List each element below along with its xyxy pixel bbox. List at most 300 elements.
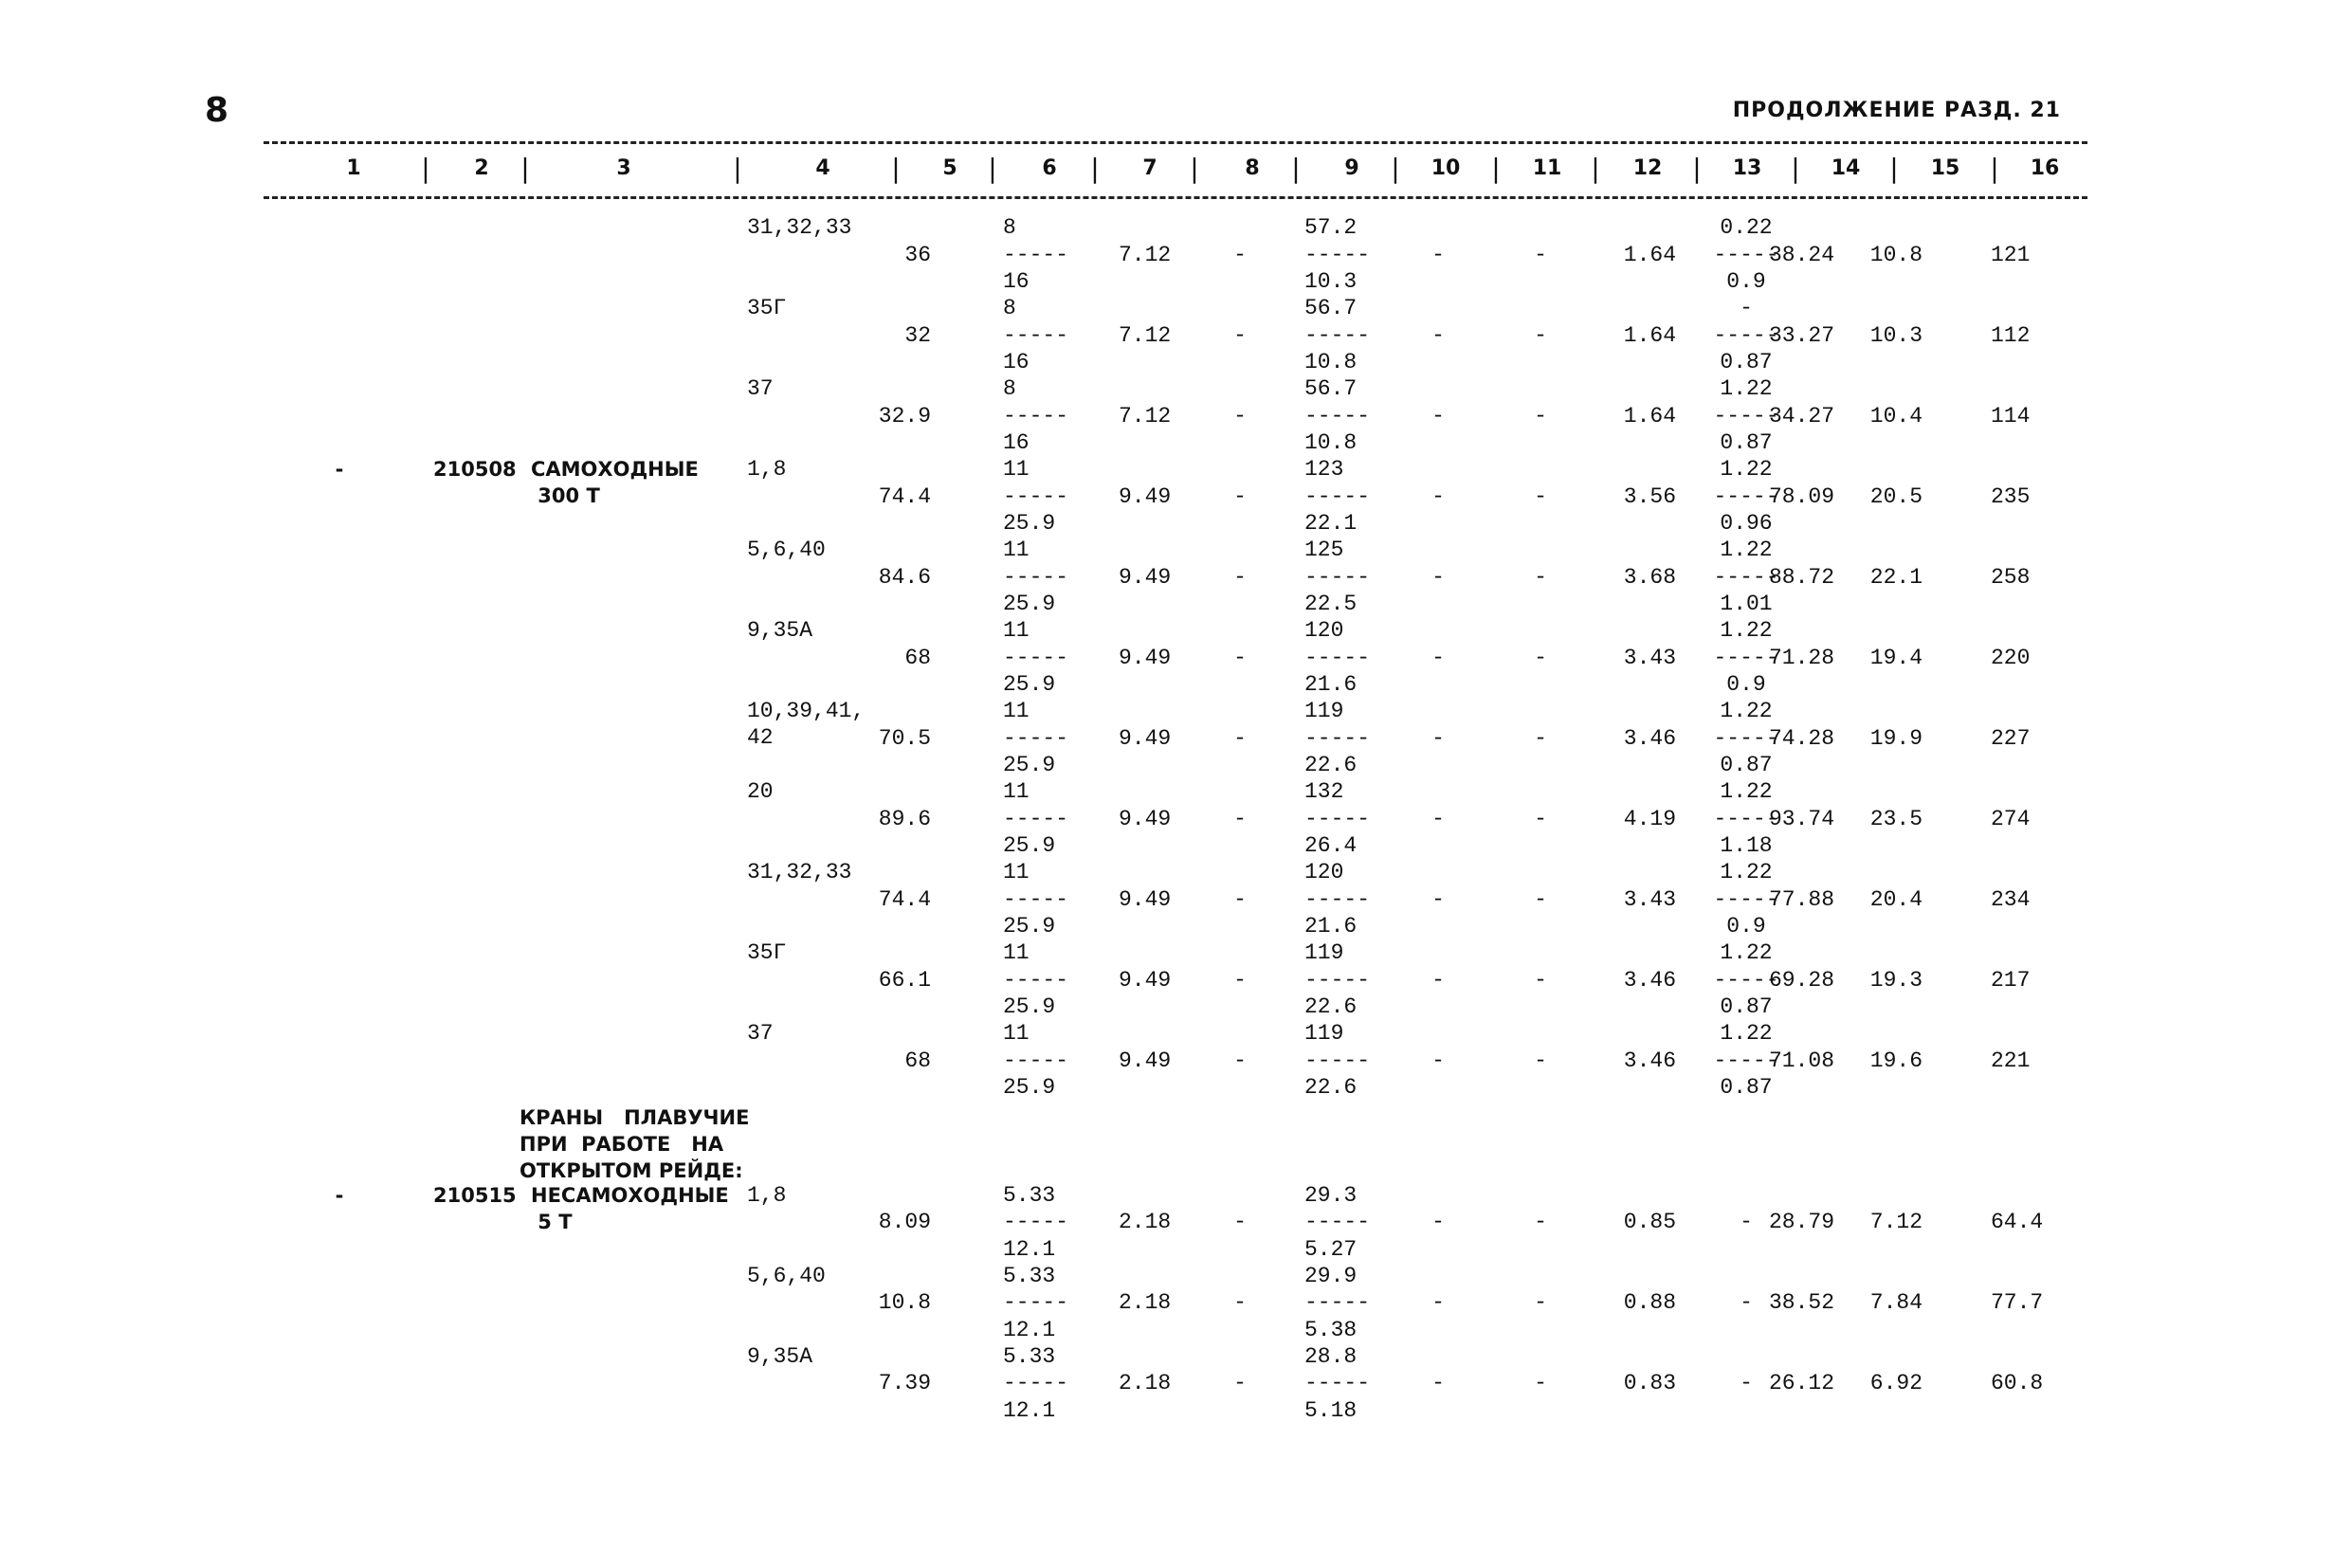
row-col14: 38.52 bbox=[1768, 1290, 1834, 1315]
row-col10: - bbox=[1431, 806, 1445, 831]
column-number-13: 13 bbox=[1732, 156, 1762, 180]
row-col15: 19.4 bbox=[1869, 645, 1923, 670]
row-col14: 77.88 bbox=[1768, 886, 1834, 912]
row-col4: 31,32,33 bbox=[747, 215, 852, 240]
row-col13-bottom: 0.87 bbox=[1720, 430, 1773, 455]
fraction-bar: ----- bbox=[1003, 1290, 1069, 1315]
column-number-7: 7 bbox=[1142, 156, 1157, 180]
row-col14: 33.27 bbox=[1768, 322, 1834, 348]
fraction-bar: ----- bbox=[1003, 483, 1069, 509]
column-separator: | bbox=[1591, 153, 1600, 184]
row-col9-bottom: 21.6 bbox=[1304, 914, 1358, 939]
row-col15: 10.3 bbox=[1869, 322, 1923, 348]
row-col15: 10.4 bbox=[1869, 403, 1923, 428]
row-col12: 3.46 bbox=[1623, 725, 1676, 751]
row-col16: 221 bbox=[1991, 1048, 2031, 1073]
row-col13-bottom: 1.18 bbox=[1720, 833, 1773, 858]
column-number-2: 2 bbox=[474, 156, 489, 180]
row-col9-bottom: 21.6 bbox=[1304, 672, 1358, 697]
row-col8: - bbox=[1233, 967, 1247, 993]
column-separator: | bbox=[1791, 153, 1800, 184]
row-col9-bottom: 10.3 bbox=[1304, 269, 1358, 294]
row-col8: - bbox=[1233, 806, 1247, 831]
row-col11: - bbox=[1534, 1290, 1547, 1315]
row-col6-bottom: 16 bbox=[1003, 430, 1030, 455]
row-col9-bottom: 5.18 bbox=[1304, 1397, 1358, 1423]
row-col7: 9.49 bbox=[1119, 725, 1172, 751]
row-col6-bottom: 25.9 bbox=[1003, 592, 1056, 616]
row-col12: 0.83 bbox=[1623, 1371, 1676, 1395]
column-number-11: 11 bbox=[1532, 156, 1562, 180]
fraction-bar: ----- bbox=[1713, 725, 1779, 751]
row-col6-bottom: 25.9 bbox=[1003, 672, 1056, 697]
row-col7: 9.49 bbox=[1119, 645, 1172, 670]
row-col13-top: 1.22 bbox=[1720, 940, 1773, 965]
row-col6-top: 8 bbox=[1003, 215, 1016, 240]
row-col9-top: 119 bbox=[1304, 1021, 1344, 1046]
row-col6-bottom: 16 bbox=[1003, 269, 1030, 294]
row-col5: 84.6 bbox=[878, 564, 931, 590]
column-number-16: 16 bbox=[2030, 156, 2060, 180]
row-col9-top: 119 bbox=[1304, 940, 1344, 965]
row-col16: 235 bbox=[1991, 483, 2031, 509]
fraction-bar: ----- bbox=[1003, 1371, 1069, 1395]
row-col4: 5,6,40 bbox=[747, 538, 826, 562]
row-col12: 0.88 bbox=[1623, 1290, 1676, 1315]
row-col13-bottom: 0.87 bbox=[1720, 1075, 1773, 1100]
row-col9-top: 56.7 bbox=[1304, 376, 1358, 401]
row-col4: 9,35A bbox=[747, 618, 813, 643]
row-col14: 93.74 bbox=[1768, 806, 1834, 831]
row-col8: - bbox=[1233, 1210, 1247, 1234]
group-name: НЕСАМОХОДНЫЕ 5 Т bbox=[531, 1183, 729, 1233]
row-col7: 9.49 bbox=[1119, 1048, 1172, 1073]
row-col11: - bbox=[1534, 645, 1547, 670]
fraction-bar: ----- bbox=[1003, 564, 1069, 590]
row-col4: 35Г bbox=[747, 940, 787, 965]
row-col8: - bbox=[1233, 725, 1247, 751]
row-col14: 26.12 bbox=[1768, 1371, 1834, 1395]
row-col6-top: 8 bbox=[1003, 296, 1016, 320]
row-col6-top: 5.33 bbox=[1003, 1263, 1056, 1288]
row-col4: 20 bbox=[747, 779, 774, 804]
row-col9-bottom: 22.6 bbox=[1304, 994, 1358, 1019]
fraction-bar: ----- bbox=[1304, 725, 1371, 751]
column-separator: | bbox=[988, 153, 997, 184]
fraction-bar: ----- bbox=[1304, 242, 1371, 267]
row-col11: - bbox=[1534, 1371, 1547, 1395]
row-col4: 1,8 bbox=[747, 457, 787, 482]
row-col15: 20.5 bbox=[1869, 483, 1923, 509]
column-number-14: 14 bbox=[1831, 156, 1861, 180]
row-col7: 7.12 bbox=[1119, 322, 1172, 348]
row-col4: 1,8 bbox=[747, 1182, 787, 1208]
column-separator: | bbox=[1889, 153, 1899, 184]
row-col10: - bbox=[1431, 645, 1445, 670]
row-col14: 69.28 bbox=[1768, 967, 1834, 993]
fraction-bar: ----- bbox=[1003, 886, 1069, 912]
group-name: САМОХОДНЫЕ 300 Т bbox=[531, 458, 699, 507]
row-col15: 6.92 bbox=[1869, 1371, 1923, 1395]
row-col8: - bbox=[1233, 322, 1247, 348]
row-col10: - bbox=[1431, 886, 1445, 912]
row-col12: 4.19 bbox=[1623, 806, 1676, 831]
fraction-bar: ----- bbox=[1713, 886, 1779, 912]
row-col14: 38.24 bbox=[1768, 242, 1834, 267]
row-col13-bottom: 0.9 bbox=[1726, 914, 1766, 939]
column-separator: | bbox=[520, 153, 530, 184]
row-col13-top: 0.22 bbox=[1720, 215, 1773, 240]
row-col10: - bbox=[1431, 483, 1445, 509]
row-col6-bottom: 12.1 bbox=[1003, 1236, 1056, 1262]
fraction-bar: ----- bbox=[1003, 1048, 1069, 1073]
row-col7: 9.49 bbox=[1119, 806, 1172, 831]
row-col10: - bbox=[1431, 967, 1445, 993]
row-col10: - bbox=[1431, 1290, 1445, 1315]
row-col4: 37 bbox=[747, 1021, 774, 1046]
fraction-bar: ----- bbox=[1003, 645, 1069, 670]
row-col6-top: 11 bbox=[1003, 940, 1030, 965]
column-number-6: 6 bbox=[1042, 156, 1057, 180]
row-col13-bottom: 0.9 bbox=[1726, 269, 1766, 294]
row-col12: 3.43 bbox=[1623, 645, 1676, 670]
row-col5: 68 bbox=[904, 1048, 931, 1073]
row-col11: - bbox=[1534, 403, 1547, 428]
row-col4: 9,35A bbox=[747, 1343, 813, 1369]
row-col9-bottom: 22.5 bbox=[1304, 592, 1358, 616]
row-col7: 9.49 bbox=[1119, 564, 1172, 590]
row-col12: 0.85 bbox=[1623, 1210, 1676, 1234]
row-col12: 3.43 bbox=[1623, 886, 1676, 912]
row-col9-top: 28.8 bbox=[1304, 1343, 1358, 1369]
row-col9-bottom: 10.8 bbox=[1304, 430, 1358, 455]
fraction-bar: ----- bbox=[1713, 322, 1779, 348]
row-col6-top: 11 bbox=[1003, 779, 1030, 804]
row-col9-top: 125 bbox=[1304, 538, 1344, 562]
row-col11: - bbox=[1534, 564, 1547, 590]
row-col11: - bbox=[1534, 967, 1547, 993]
row-col6-top: 11 bbox=[1003, 860, 1030, 884]
row-col6-bottom: 25.9 bbox=[1003, 833, 1056, 858]
row-col9-bottom: 5.38 bbox=[1304, 1317, 1358, 1342]
row-col15: 7.84 bbox=[1869, 1290, 1923, 1315]
row-col11: - bbox=[1534, 1210, 1547, 1234]
row-col5: 70.5 bbox=[878, 725, 931, 751]
row-col13-top: 1.22 bbox=[1720, 618, 1773, 643]
fraction-bar: ----- bbox=[1003, 967, 1069, 993]
row-col5: 7.39 bbox=[878, 1371, 931, 1395]
row-col8: - bbox=[1233, 564, 1247, 590]
row-col11: - bbox=[1534, 322, 1547, 348]
row-col14: 74.28 bbox=[1768, 725, 1834, 751]
row-col14: 34.27 bbox=[1768, 403, 1834, 428]
column-separator: | bbox=[1291, 153, 1301, 184]
fraction-bar: ----- bbox=[1003, 322, 1069, 348]
row-col13-bottom: 0.87 bbox=[1720, 350, 1773, 374]
column-separator: | bbox=[891, 153, 901, 184]
row-col13-bottom: 0.87 bbox=[1720, 994, 1773, 1019]
fraction-bar: ----- bbox=[1713, 242, 1779, 267]
column-separator: | bbox=[1391, 153, 1400, 184]
fraction-bar: ----- bbox=[1304, 483, 1371, 509]
column-separator: | bbox=[1491, 153, 1501, 184]
row-col8: - bbox=[1233, 1048, 1247, 1073]
row-col10: - bbox=[1431, 564, 1445, 590]
fraction-bar: ----- bbox=[1304, 645, 1371, 670]
row-col13-top: 1.22 bbox=[1720, 538, 1773, 562]
fraction-bar: ----- bbox=[1713, 403, 1779, 428]
row-col16: 121 bbox=[1991, 242, 2031, 267]
fraction-bar: ----- bbox=[1713, 1048, 1779, 1073]
row-col8: - bbox=[1233, 645, 1247, 670]
row-col6-top: 11 bbox=[1003, 538, 1030, 562]
row-col8: - bbox=[1233, 1290, 1247, 1315]
column-number-9: 9 bbox=[1344, 156, 1359, 180]
row-col7: 9.49 bbox=[1119, 886, 1172, 912]
fraction-bar: ----- bbox=[1304, 322, 1371, 348]
row-col7: 2.18 bbox=[1119, 1290, 1172, 1315]
row-col11: - bbox=[1534, 1048, 1547, 1073]
row-col6-bottom: 16 bbox=[1003, 350, 1030, 374]
row-col9-bottom: 22.6 bbox=[1304, 753, 1358, 777]
row-col12: 3.46 bbox=[1623, 1048, 1676, 1073]
row-col15: 22.1 bbox=[1869, 564, 1923, 590]
row-col10: - bbox=[1431, 1210, 1445, 1234]
row-col14: 71.28 bbox=[1768, 645, 1834, 670]
row-col16: 114 bbox=[1991, 403, 2031, 428]
row-col9-top: 120 bbox=[1304, 618, 1344, 643]
row-col13: - bbox=[1740, 1210, 1753, 1234]
fraction-bar: ----- bbox=[1304, 403, 1371, 428]
row-col4: 37 bbox=[747, 376, 774, 401]
row-col13-top: 1.22 bbox=[1720, 457, 1773, 482]
row-col13: - bbox=[1740, 1371, 1753, 1395]
row-col10: - bbox=[1431, 403, 1445, 428]
column-number-5: 5 bbox=[942, 156, 957, 180]
fraction-bar: ----- bbox=[1003, 725, 1069, 751]
row-col9-top: 56.7 bbox=[1304, 296, 1358, 320]
column-number-1: 1 bbox=[346, 156, 361, 180]
row-col10: - bbox=[1431, 242, 1445, 267]
row-col13-top: 1.22 bbox=[1720, 779, 1773, 804]
row-col12: 3.56 bbox=[1623, 483, 1676, 509]
running-head: ПРОДОЛЖЕНИЕ РАЗД. 21 bbox=[1732, 99, 2061, 122]
row-col11: - bbox=[1534, 725, 1547, 751]
row-col15: 19.9 bbox=[1869, 725, 1923, 751]
row-col12: 1.64 bbox=[1623, 403, 1676, 428]
row-col7: 9.49 bbox=[1119, 967, 1172, 993]
row-col9-top: 57.2 bbox=[1304, 215, 1358, 240]
column-number-12: 12 bbox=[1632, 156, 1663, 180]
row-col16: 64.4 bbox=[1991, 1210, 2044, 1234]
row-col14: 88.72 bbox=[1768, 564, 1834, 590]
row-col9-top: 120 bbox=[1304, 860, 1344, 884]
row-col6-bottom: 12.1 bbox=[1003, 1397, 1056, 1423]
fraction-bar: ----- bbox=[1713, 967, 1779, 993]
row-col12: 3.68 bbox=[1623, 564, 1676, 590]
row-col5: 68 bbox=[904, 645, 931, 670]
row-col15: 19.6 bbox=[1869, 1048, 1923, 1073]
row-col5: 74.4 bbox=[878, 483, 931, 509]
row-col15: 23.5 bbox=[1869, 806, 1923, 831]
row-col6-top: 11 bbox=[1003, 699, 1030, 723]
row-col9-top: 132 bbox=[1304, 779, 1344, 804]
fraction-bar: ----- bbox=[1304, 1048, 1371, 1073]
fraction-bar: ----- bbox=[1304, 1290, 1371, 1315]
group-marker: - bbox=[335, 458, 344, 481]
row-col8: - bbox=[1233, 1371, 1247, 1395]
row-col10: - bbox=[1431, 1048, 1445, 1073]
row-col16: 227 bbox=[1991, 725, 2031, 751]
row-col14: 71.08 bbox=[1768, 1048, 1834, 1073]
row-col6-bottom: 25.9 bbox=[1003, 914, 1056, 939]
row-col4: 5,6,40 bbox=[747, 1263, 826, 1288]
row-col5: 36 bbox=[904, 242, 931, 267]
group-code: 210515 bbox=[433, 1183, 517, 1207]
row-col4: 35Г bbox=[747, 296, 787, 320]
column-separator: | bbox=[1190, 153, 1199, 184]
row-col7: 7.12 bbox=[1119, 403, 1172, 428]
row-col10: - bbox=[1431, 322, 1445, 348]
row-col6-bottom: 25.9 bbox=[1003, 511, 1056, 536]
row-col13-bottom: 0.9 bbox=[1726, 672, 1766, 697]
row-col4: 31,32,33 bbox=[747, 860, 852, 884]
row-col13-top: 1.22 bbox=[1720, 699, 1773, 723]
row-col16: 77.7 bbox=[1991, 1290, 2044, 1315]
row-col13-top: - bbox=[1740, 296, 1753, 320]
row-col7: 2.18 bbox=[1119, 1371, 1172, 1395]
row-col6-bottom: 25.9 bbox=[1003, 1075, 1056, 1100]
fraction-bar: ----- bbox=[1304, 1210, 1371, 1234]
row-col5: 32 bbox=[904, 322, 931, 348]
row-col16: 274 bbox=[1991, 806, 2031, 831]
row-col5: 66.1 bbox=[878, 967, 931, 993]
group-marker: - bbox=[335, 1183, 344, 1207]
row-col11: - bbox=[1534, 242, 1547, 267]
row-col16: 258 bbox=[1991, 564, 2031, 590]
row-col13-top: 1.22 bbox=[1720, 376, 1773, 401]
fraction-bar: ----- bbox=[1713, 806, 1779, 831]
row-col14: 28.79 bbox=[1768, 1210, 1834, 1234]
row-col15: 7.12 bbox=[1869, 1210, 1923, 1234]
row-col8: - bbox=[1233, 886, 1247, 912]
fraction-bar: ----- bbox=[1003, 242, 1069, 267]
column-separator: | bbox=[421, 153, 430, 184]
fraction-bar: ----- bbox=[1713, 645, 1779, 670]
row-col13-bottom: 0.87 bbox=[1720, 753, 1773, 777]
column-number-8: 8 bbox=[1245, 156, 1260, 180]
row-col13-top: 1.22 bbox=[1720, 860, 1773, 884]
row-col10: - bbox=[1431, 725, 1445, 751]
group-heading: КРАНЫ ПЛАВУЧИЕ ПРИ РАБОТЕ НА ОТКРЫТОМ РЕЙДЕ: bbox=[519, 1106, 750, 1182]
row-col9-bottom: 10.8 bbox=[1304, 350, 1358, 374]
row-col9-bottom: 22.6 bbox=[1304, 1075, 1358, 1100]
row-col9-top: 119 bbox=[1304, 699, 1344, 723]
column-number-3: 3 bbox=[616, 156, 631, 180]
column-number-10: 10 bbox=[1431, 156, 1461, 180]
row-col16: 60.8 bbox=[1991, 1371, 2044, 1395]
column-number-4: 4 bbox=[815, 156, 830, 180]
group-code: 210508 bbox=[433, 458, 517, 481]
row-col12: 1.64 bbox=[1623, 242, 1676, 267]
row-col6-top: 11 bbox=[1003, 457, 1030, 482]
fraction-bar: ----- bbox=[1304, 886, 1371, 912]
row-col9-bottom: 22.1 bbox=[1304, 511, 1358, 536]
row-col7: 2.18 bbox=[1119, 1210, 1172, 1234]
row-col11: - bbox=[1534, 483, 1547, 509]
row-col7: 9.49 bbox=[1119, 483, 1172, 509]
row-col6-bottom: 12.1 bbox=[1003, 1317, 1056, 1342]
row-col9-top: 29.3 bbox=[1304, 1182, 1358, 1208]
row-col10: - bbox=[1431, 1371, 1445, 1395]
row-col5: 32.9 bbox=[878, 403, 931, 428]
row-col6-bottom: 25.9 bbox=[1003, 994, 1056, 1019]
row-col13: - bbox=[1740, 1290, 1753, 1315]
column-separator: | bbox=[1090, 153, 1100, 184]
row-col5: 10.8 bbox=[878, 1290, 931, 1315]
row-col13-bottom: 1.01 bbox=[1720, 592, 1773, 616]
row-col6-top: 8 bbox=[1003, 376, 1016, 401]
row-col8: - bbox=[1233, 483, 1247, 509]
row-col9-top: 123 bbox=[1304, 457, 1344, 482]
row-col6-top: 11 bbox=[1003, 618, 1030, 643]
fraction-bar: ----- bbox=[1304, 564, 1371, 590]
row-col6-top: 5.33 bbox=[1003, 1343, 1056, 1369]
fraction-bar: ----- bbox=[1003, 403, 1069, 428]
row-col15: 19.3 bbox=[1869, 967, 1923, 993]
column-number-15: 15 bbox=[1930, 156, 1960, 180]
row-col12: 3.46 bbox=[1623, 967, 1676, 993]
row-col5: 8.09 bbox=[878, 1210, 931, 1234]
column-separator: | bbox=[1692, 153, 1702, 184]
row-col13-top: 1.22 bbox=[1720, 1021, 1773, 1046]
row-col6-bottom: 25.9 bbox=[1003, 753, 1056, 777]
row-col8: - bbox=[1233, 242, 1247, 267]
row-col16: 217 bbox=[1991, 967, 2031, 993]
fraction-bar: ----- bbox=[1713, 564, 1779, 590]
row-col6-top: 11 bbox=[1003, 1021, 1030, 1046]
fraction-bar: ----- bbox=[1713, 483, 1779, 509]
row-col16: 112 bbox=[1991, 322, 2031, 348]
row-col11: - bbox=[1534, 886, 1547, 912]
fraction-bar: ----- bbox=[1003, 806, 1069, 831]
row-col7: 7.12 bbox=[1119, 242, 1172, 267]
row-col12: 1.64 bbox=[1623, 322, 1676, 348]
row-col5: 74.4 bbox=[878, 886, 931, 912]
fraction-bar: ----- bbox=[1304, 967, 1371, 993]
row-col15: 10.8 bbox=[1869, 242, 1923, 267]
column-separator: | bbox=[733, 153, 742, 184]
row-col6-top: 5.33 bbox=[1003, 1182, 1056, 1208]
row-col16: 234 bbox=[1991, 886, 2031, 912]
row-col8: - bbox=[1233, 403, 1247, 428]
page-number: 8 bbox=[205, 91, 229, 130]
row-col11: - bbox=[1534, 806, 1547, 831]
row-col9-bottom: 5.27 bbox=[1304, 1236, 1358, 1262]
fraction-bar: ----- bbox=[1003, 1210, 1069, 1234]
row-col16: 220 bbox=[1991, 645, 2031, 670]
row-col9-top: 29.9 bbox=[1304, 1263, 1358, 1288]
column-separator: | bbox=[1990, 153, 1999, 184]
row-col14: 78.09 bbox=[1768, 483, 1834, 509]
row-col13-bottom: 0.96 bbox=[1720, 511, 1773, 536]
row-col4: 10,39,41, 42 bbox=[747, 699, 866, 750]
row-col15: 20.4 bbox=[1869, 886, 1923, 912]
row-col5: 89.6 bbox=[878, 806, 931, 831]
fraction-bar: ----- bbox=[1304, 1371, 1371, 1395]
row-col9-bottom: 26.4 bbox=[1304, 833, 1358, 858]
fraction-bar: ----- bbox=[1304, 806, 1371, 831]
